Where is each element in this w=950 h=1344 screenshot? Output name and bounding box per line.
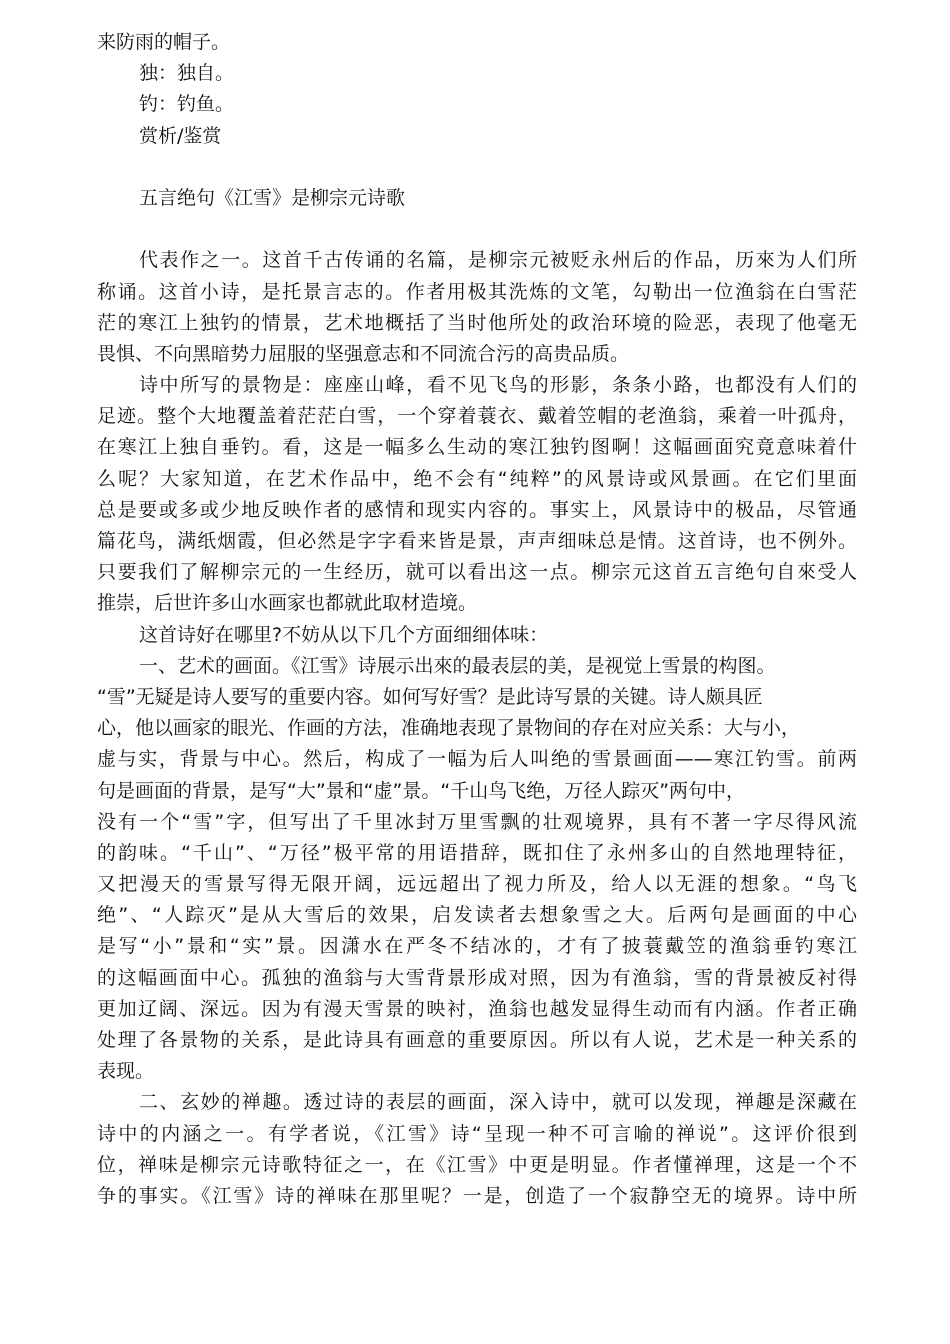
text-line: 篇花鸟，满纸烟霞，但必然是字字看来皆是景，声声细味总是情。这首诗，也不例外。 (97, 530, 857, 552)
text-line: 只要我们了解柳宗元的一生经历，就可以看出这一点。柳宗元这首五言绝句自來受人 (97, 561, 857, 584)
text-line: 处理了各景物的关系，是此诗具有画意的重要原因。所以有人说，艺术是一种关系的 (97, 1029, 857, 1051)
text-line: 虚与实，背景与中心。然后，构成了一幅为后人叫绝的雪景画面——寒江钓雪。前两 (97, 748, 857, 771)
text-line: 么呢？大家知道，在艺术作品中，绝不会有“纯粹”的风景诗或风景画。在它们里面 (97, 467, 857, 490)
text-line: 诗中所写的景物是：座座山峰，看不见飞鸟的形影，条条小路，也都没有人们的 (139, 374, 857, 397)
text-line: 来防雨的帽子。 (97, 31, 231, 53)
text-line: 争的事实。《江雪》诗的禅味在那里呢？一是，创造了一个寂静空无的境界。诗中所 (97, 1184, 857, 1207)
text-line: 赏析/鉴赏 (139, 124, 222, 147)
document-body (97, 27, 857, 1212)
document-page (97, 27, 857, 1212)
text-line: 独：独自。 (139, 62, 235, 85)
text-line: 二、玄妙的禅趣。透过诗的表层的画面，深入诗中，就可以发现，禅趣是深藏在 (139, 1091, 857, 1114)
text-line: 句是画面的背景，是写“大”景和“虚”景。“千山鸟飞绝，万径人踪灭”两句中， (97, 779, 746, 802)
text-line: 五言绝句《江雪》是柳宗元诗歌 (139, 186, 406, 209)
text-line: 总是要或多或少地反映作者的感情和现实内容的。事实上，风景诗中的极品，尽管通 (97, 498, 857, 521)
text-line: 更加辽阔、深远。因为有漫天雪景的映衬，渔翁也越发显得生动而有内涵。作者正确 (97, 997, 857, 1020)
text-line: 代表作之一。这首千古传诵的名篇，是柳宗元被贬永州后的作品，历來为人们所 (139, 249, 857, 272)
text-line: 这首诗好在哪里?不妨从以下几个方面细细体味： (139, 623, 549, 646)
text-line: 称诵。这首小诗，是托景言志的。作者用极其洗炼的文笔，勾勒出一位渔翁在白雪茫 (97, 280, 857, 303)
text-line: 表现。 (97, 1060, 155, 1083)
text-line: 绝”、“人踪灭”是从大雪后的效果，启发读者去想象雪之大。后两句是画面的中心 (97, 904, 857, 927)
text-line: 茫的寒江上独钓的情景，艺术地概括了当时他所处的政治环境的险恶，表现了他毫无 (97, 311, 857, 334)
text-line: 的这幅画面中心。孤独的渔翁与大雪背景形成对照，因为有渔翁，雪的背景被反衬得 (97, 966, 857, 989)
blank-line (97, 214, 857, 245)
text-line: 钓：钓鱼。 (139, 93, 235, 116)
text-line: 在寒江上独自垂钓。看，这是一幅多么生动的寒江独钓图啊！这幅画面究竟意味着什 (97, 436, 857, 459)
text-line: 一、艺术的画面。《江雪》诗展示出來的最表层的美，是视觉上雪景的构图。 (139, 654, 776, 677)
text-line: 推崇，后世许多山水画家也都就此取材造境。 (97, 592, 478, 615)
text-line: 的韵味。“千山”、“万径”极平常的用语措辞，既扣住了永州多山的自然地理特征， (97, 841, 857, 864)
text-line: 足迹。整个大地覆盖着茫茫白雪，一个穿着蓑衣、戴着笠帽的老渔翁，乘着一叶孤舟， (97, 405, 857, 428)
text-line: 畏惧、不向黑暗势力屈服的坚强意志和不同流合污的高贵品质。 (97, 342, 630, 365)
text-line: 位，禅味是柳宗元诗歌特征之一，在《江雪》中更是明显。作者懂禅理，这是一个不 (97, 1153, 857, 1176)
text-line: “雪”无疑是诗人要写的重要内容。如何写好雪？是此诗写景的关键。诗人颇具匠 (97, 685, 763, 708)
text-line: 是写“小”景和“实”景。因潇水在严冬不结冰的，才有了披蓑戴笠的渔翁垂钓寒江 (97, 935, 857, 958)
text-line: 心，他以画家的眼光、作画的方法，准确地表现了景物间的存在对应关系：大与小， (97, 717, 801, 740)
text-line: 诗中的内涵之一。有学者说，《江雪》诗“呈现一种不可言喻的禅说”。这评价很到 (97, 1122, 857, 1145)
blank-line (97, 152, 857, 183)
text-line: 没有一个“雪”字，但写出了千里冰封万里雪飘的壮观境界，具有不著一字尽得风流 (97, 810, 857, 833)
text-line: 又把漫天的雪景写得无限开阔，远远超出了视力所及，给人以无涯的想象。“鸟飞 (97, 873, 857, 896)
